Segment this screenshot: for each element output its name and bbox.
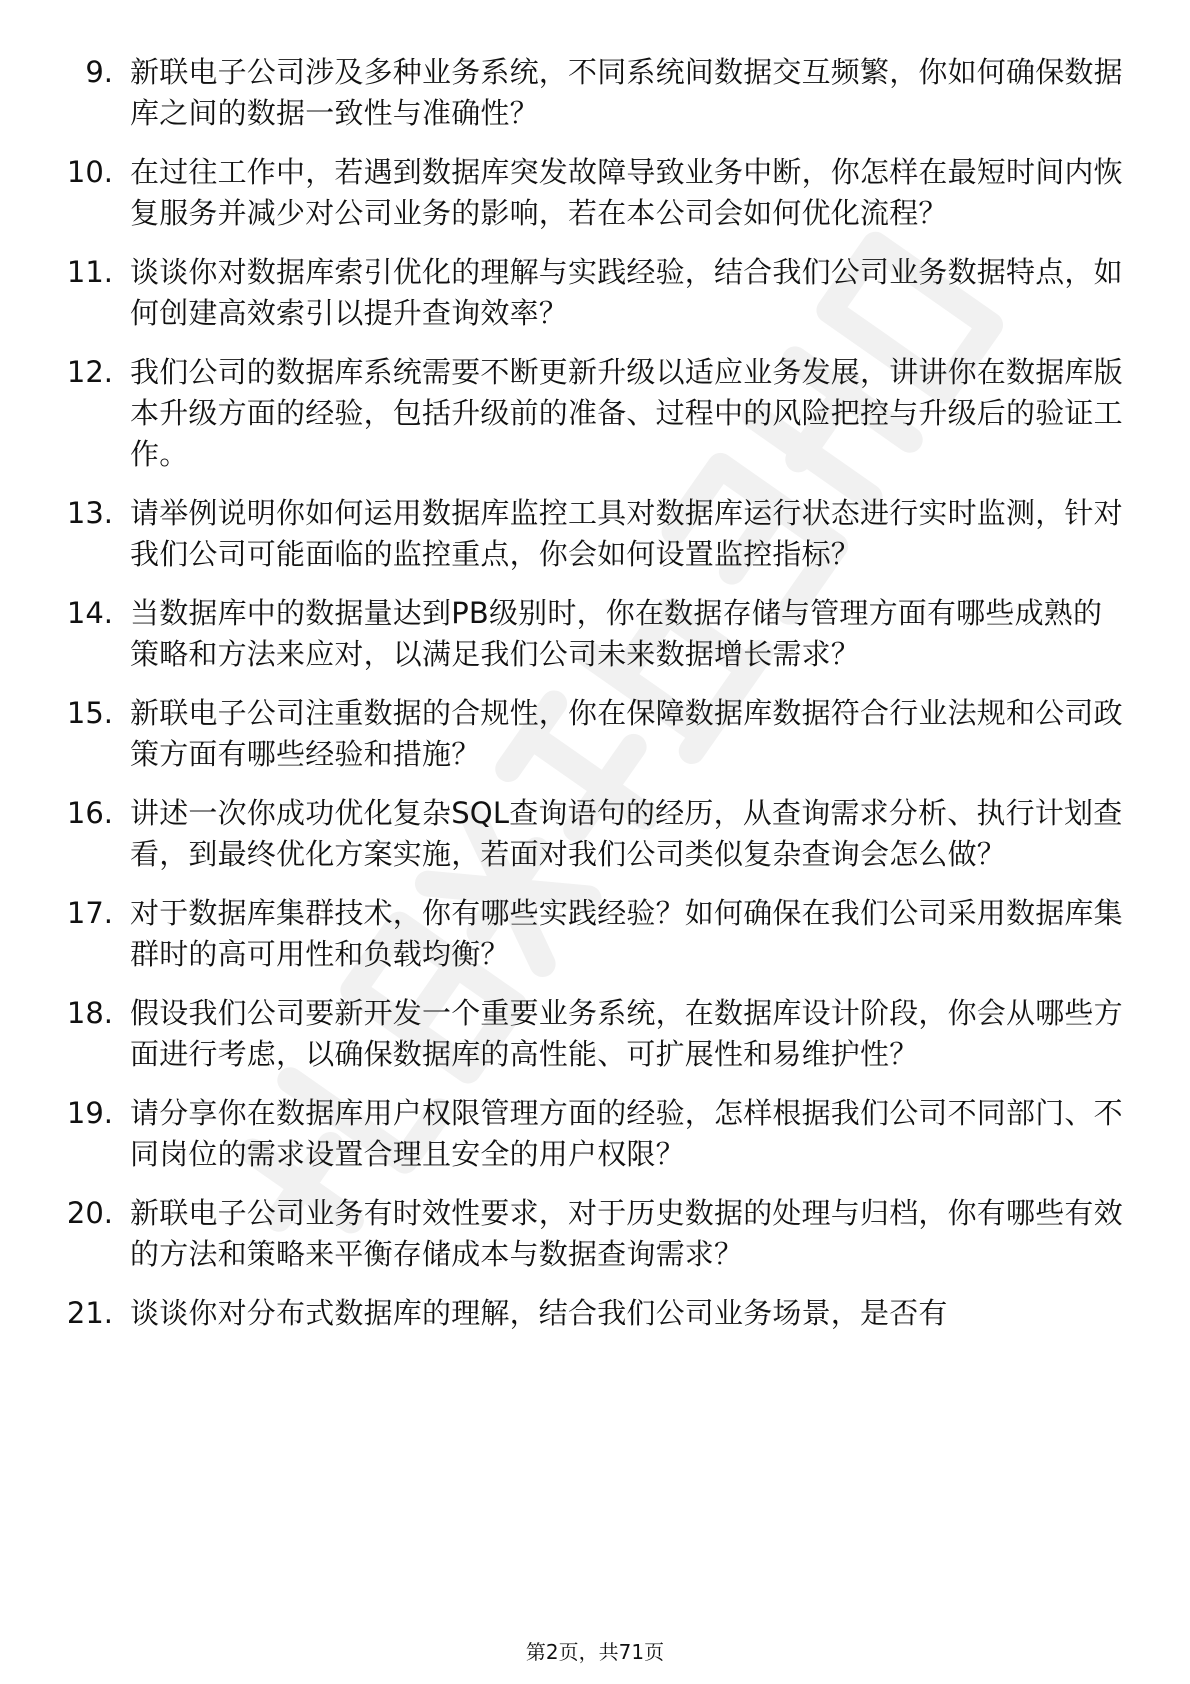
question-text: 新联电子公司注重数据的合规性，你在保障数据库数据符合行业法规和公司政策方面有哪些经验和措施？	[130, 696, 1123, 771]
question-number: 15.	[66, 696, 113, 730]
question-text: 谈谈你对数据库索引优化的理解与实践经验，结合我们公司业务数据特点，如何创建高效索引以提升查询效率？	[130, 255, 1123, 330]
list-item	[0, 152, 1190, 234]
question-text: 在过往工作中，若遇到数据库突发故障导致业务中断，你怎样在最短时间内恢复服务并减少对公司业务的影响，若在本公司会如何优化流程？	[130, 155, 1123, 230]
list-item	[0, 993, 1190, 1075]
list-item	[0, 352, 1190, 475]
question-text: 请举例说明你如何运用数据库监控工具对数据库运行状态进行实时监测，针对我们公司可能面临的监控重点，你会如何设置监控指标？	[130, 496, 1123, 571]
list-item	[0, 1093, 1190, 1175]
question-number: 18.	[66, 996, 113, 1030]
list-item	[0, 893, 1190, 975]
question-text: 请分享你在数据库用户权限管理方面的经验，怎样根据我们公司不同部门、不同岗位的需求设置合理且安全的用户权限？	[130, 1096, 1123, 1171]
question-text: 新联电子公司业务有时效性要求，对于历史数据的处理与归档，你有哪些有效的方法和策略来平衡存储成本与数据查询需求？	[130, 1196, 1123, 1271]
list-item	[0, 593, 1190, 675]
question-number: 9.	[85, 55, 113, 89]
question-number: 21.	[66, 1296, 113, 1330]
list-item	[0, 793, 1190, 875]
question-number: 14.	[66, 596, 113, 630]
list-item	[0, 693, 1190, 775]
question-number: 16.	[66, 796, 113, 830]
question-number: 12.	[66, 355, 113, 389]
question-number: 20.	[66, 1196, 113, 1230]
list-item	[0, 1193, 1190, 1275]
question-text: 我们公司的数据库系统需要不断更新升级以适应业务发展，讲讲你在数据库版本升级方面的经验，包括升级前的准备、过程中的风险把控与升级后的验证工作。	[130, 355, 1123, 471]
question-text: 当数据库中的数据量达到PB级别时，你在数据存储与管理方面有哪些成熟的策略和方法来应对，以满足我们公司未来数据增长需求？	[130, 596, 1103, 671]
question-text: 新联电子公司涉及多种业务系统，不同系统间数据交互频繁，你如何确保数据库之间的数据一致性与准确性？	[130, 55, 1123, 130]
question-list	[0, 52, 1190, 1352]
list-item	[0, 52, 1190, 134]
question-text: 谈谈你对分布式数据库的理解，结合我们公司业务场景，是否有	[130, 1296, 948, 1330]
question-text: 假设我们公司要新开发一个重要业务系统，在数据库设计阶段，你会从哪些方面进行考虑，以确保数据库的高性能、可扩展性和易维护性？	[130, 996, 1123, 1071]
question-number: 10.	[66, 155, 113, 189]
question-text: 对于数据库集群技术，你有哪些实践经验？如何确保在我们公司采用数据库集群时的高可用性和负载均衡？	[130, 896, 1123, 971]
list-item	[0, 252, 1190, 334]
page-number-footer: 第2页，共71页	[525, 1640, 665, 1664]
question-number: 13.	[66, 496, 113, 530]
question-text: 讲述一次你成功优化复杂SQL查询语句的经历，从查询需求分析、执行计划查看，到最终优化方案实施，若面对我们公司类似复杂查询会怎么做？	[130, 796, 1123, 871]
question-number: 17.	[66, 896, 113, 930]
list-item	[0, 493, 1190, 575]
list-item	[0, 1293, 1190, 1334]
question-number: 11.	[66, 255, 113, 289]
question-number: 19.	[66, 1096, 113, 1130]
